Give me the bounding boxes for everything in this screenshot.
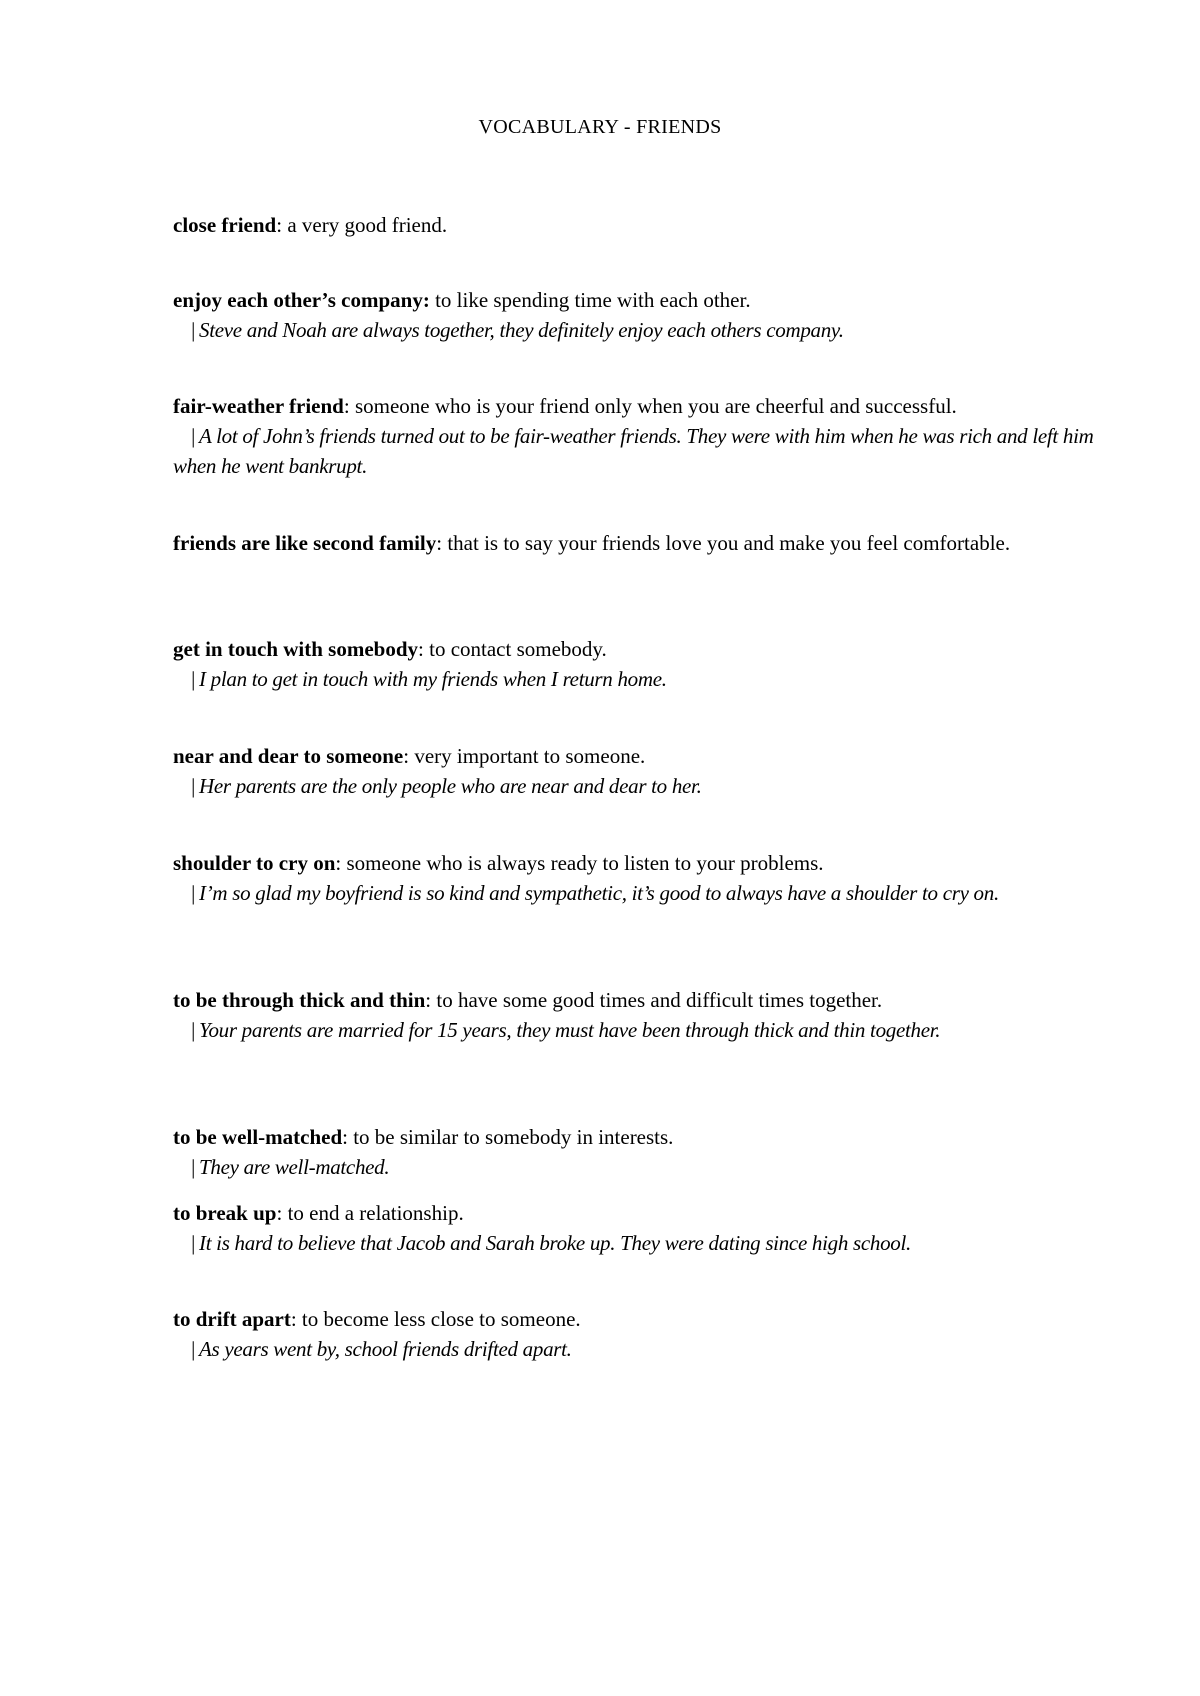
example-marker: |	[191, 1231, 195, 1255]
example-text: It is hard to believe that Jacob and Sarah broke up. They were dating since high school.	[199, 1231, 911, 1255]
entry-example	[173, 1228, 1103, 1258]
vocabulary-entry	[173, 634, 1103, 694]
example-text: A lot of John’s friends turned out to be fair-weather friends. They were with him when he was rich and left him when he went bankrupt.	[173, 424, 1094, 478]
example-marker: |	[191, 1155, 195, 1179]
example-marker: |	[191, 881, 195, 905]
entry-example	[173, 664, 1103, 694]
entry-definition: : someone who is your friend only when you are cheerful and successful.	[343, 394, 957, 418]
entry-example	[173, 1015, 1103, 1045]
entry-example	[173, 421, 1103, 481]
example-text: Your parents are married for 15 years, they must have been through thick and thin together.	[199, 1018, 941, 1042]
entry-term: to be well-matched	[173, 1125, 343, 1149]
entry-term: fair-weather friend	[173, 394, 344, 418]
entry-term: to break up	[173, 1201, 277, 1225]
page-title: VOCABULARY - FRIENDS	[478, 116, 722, 138]
example-marker: |	[191, 318, 195, 342]
entry-term: close friend	[173, 213, 277, 237]
vocabulary-entry	[173, 210, 1103, 240]
example-marker: |	[191, 667, 195, 691]
vocabulary-entry	[173, 741, 1103, 801]
vocabulary-entry	[173, 848, 1103, 908]
example-text: Her parents are the only people who are near and dear to her.	[199, 774, 702, 798]
example-marker: |	[191, 774, 195, 798]
vocabulary-entry	[173, 985, 1103, 1045]
entry-definition: to like spending time with each other.	[429, 288, 751, 312]
entry-term: near and dear to someone	[173, 744, 404, 768]
entry-term: enjoy each other’s company:	[173, 288, 430, 312]
example-text: They are well-matched.	[199, 1155, 390, 1179]
entry-example	[173, 771, 1103, 801]
entry-term: friends are like second family	[173, 531, 437, 555]
entry-definition: : to become less close to someone.	[290, 1307, 581, 1331]
vocabulary-entry	[173, 1198, 1103, 1258]
example-text: I’m so glad my boyfriend is so kind and sympathetic, it’s good to always have a shoulder to cry on.	[199, 881, 999, 905]
example-text: As years went by, school friends drifted apart.	[199, 1337, 572, 1361]
vocabulary-entry	[173, 391, 1103, 481]
vocabulary-entry	[173, 528, 1103, 558]
entry-term: to be through thick and thin	[173, 988, 426, 1012]
entry-term: get in touch with somebody	[173, 637, 419, 661]
entry-example	[173, 878, 1103, 908]
entry-definition: : to have some good times and difficult times together.	[425, 988, 883, 1012]
entry-example	[173, 1152, 1103, 1182]
entry-term: shoulder to cry on	[173, 851, 336, 875]
entry-definition: : very important to someone.	[403, 744, 646, 768]
entry-example	[173, 1334, 1103, 1364]
entry-definition: : to be similar to somebody in interests.	[342, 1125, 674, 1149]
entry-definition: : to end a relationship.	[276, 1201, 464, 1225]
vocabulary-entry	[173, 1304, 1103, 1364]
entry-example	[173, 315, 1103, 345]
entry-definition: : a very good friend.	[276, 213, 448, 237]
entry-definition: : to contact somebody.	[418, 637, 607, 661]
vocabulary-entry	[173, 285, 1103, 345]
example-marker: |	[191, 1018, 195, 1042]
example-text: I plan to get in touch with my friends when I return home.	[199, 667, 667, 691]
example-text: Steve and Noah are always together, they definitely enjoy each others company.	[199, 318, 844, 342]
example-marker: |	[191, 1337, 195, 1361]
example-marker: |	[191, 424, 195, 448]
vocabulary-entry	[173, 1122, 1103, 1182]
entry-term: to drift apart	[173, 1307, 291, 1331]
entry-definition: : someone who is always ready to listen to your problems.	[335, 851, 824, 875]
entry-definition: : that is to say your friends love you and make you feel comfortable.	[436, 531, 1011, 555]
